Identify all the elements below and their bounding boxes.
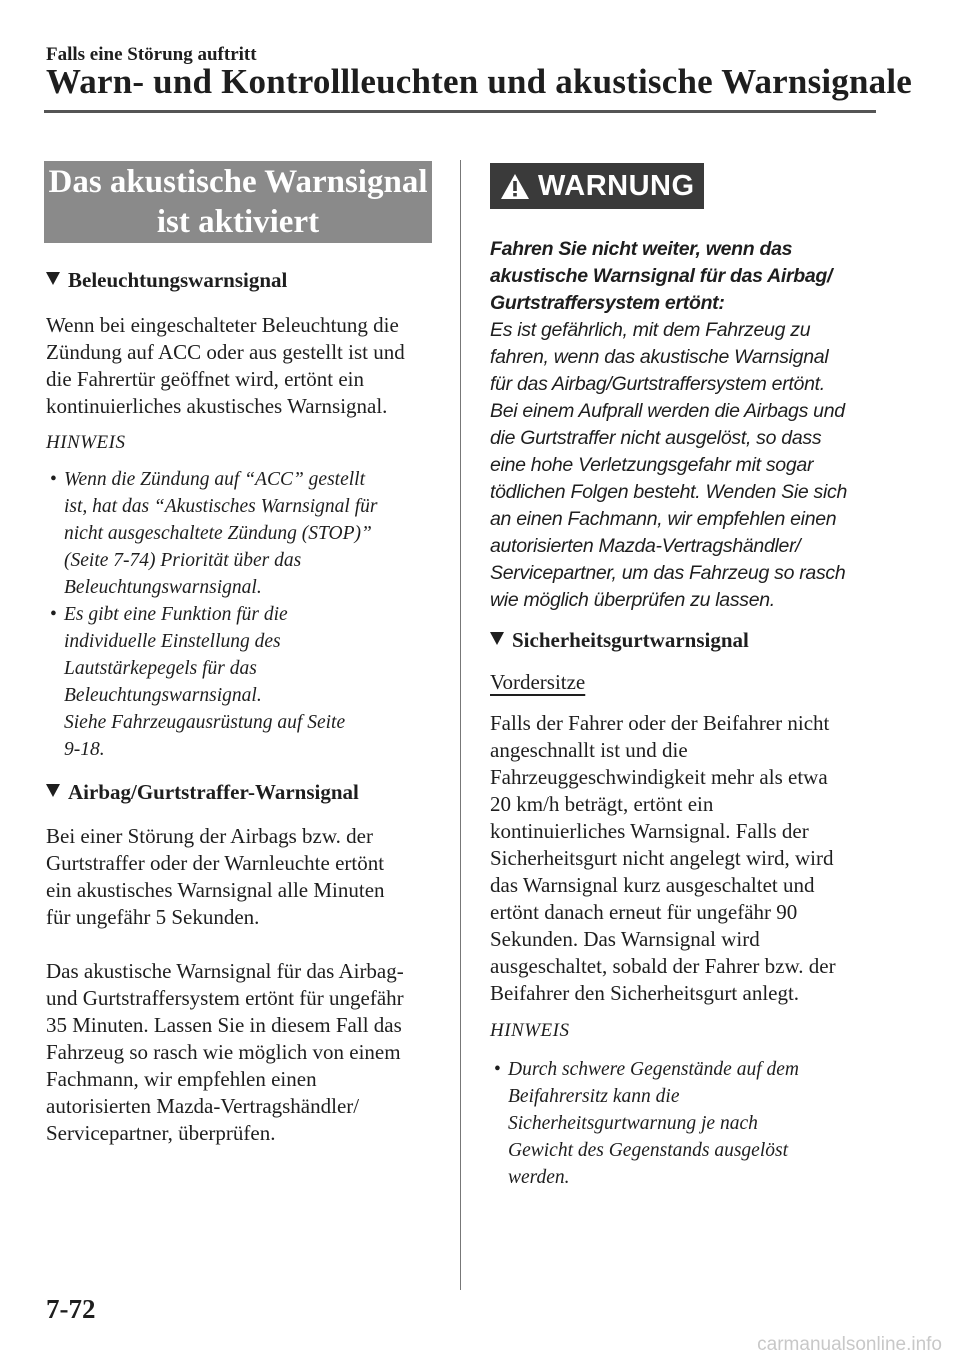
- paragraph: [46, 823, 446, 931]
- header-rule: [44, 110, 876, 113]
- text-line: kontinuierliches akustisches Warnsignal.: [46, 394, 388, 418]
- text-line: an einen Fachmann, wir empfehlen einen: [490, 508, 837, 530]
- heading-text: Airbag/Gurtstraffer-Warnsignal: [68, 780, 359, 804]
- warning-label: WARNUNG: [538, 169, 695, 202]
- text-line: Bei einem Aufprall werden die Airbags und: [490, 400, 845, 422]
- text-line: das Warnsignal kurz ausgeschaltet und: [490, 873, 815, 897]
- note-item: [490, 1056, 875, 1191]
- chapter-label: Falls eine Störung auftritt: [46, 44, 257, 65]
- text-line: Fachmann, wir empfehlen einen: [46, 1067, 317, 1091]
- heading-sicherheitsgurtwarnsignal: [490, 628, 749, 653]
- text-line: Durch schwere Gegenstände auf dem: [508, 1059, 799, 1080]
- text-line: autorisierten Mazda-Vertragshändler/: [46, 1094, 360, 1118]
- text-line: Siehe Fahrzeugausrüstung auf Seite: [64, 712, 346, 733]
- text-line: werden.: [508, 1167, 570, 1188]
- text-line: Fahren Sie nicht weiter, wenn das: [490, 238, 793, 260]
- text-line: Bei einer Störung der Airbags bzw. der: [46, 824, 373, 848]
- text-line: Servicepartner, überprüfen.: [46, 1121, 276, 1145]
- column-divider: [460, 160, 461, 1290]
- text-line: Fahrzeug so rasch wie möglich von einem: [46, 1040, 401, 1064]
- text-line: ausgeschaltet, sobald der Fahrer bzw. der: [490, 954, 836, 978]
- page-number: 7-72: [46, 1294, 96, 1324]
- text-line: Gurtstraffersystem ertönt:: [490, 292, 725, 314]
- text-line: Zündung auf ACC oder aus gestellt ist und: [46, 340, 405, 364]
- text-line: die Gurtstraffer nicht ausgelöst, so dass: [490, 427, 822, 449]
- bullet-icon: •: [50, 604, 57, 625]
- heading-airbag-warnsignal: [46, 780, 359, 805]
- note-list: [490, 1056, 875, 1191]
- section-banner: [44, 161, 432, 243]
- text-line: Gurtstraffer oder der Warnleuchte ertönt: [46, 851, 385, 875]
- watermark: carmanualsonline.info: [757, 1334, 942, 1355]
- text-line: Beleuchtungswarnsignal.: [64, 685, 262, 706]
- text-line: Wenn bei eingeschalteter Beleuchtung die: [46, 313, 399, 337]
- text-line: angeschnallt ist und die: [490, 738, 688, 762]
- text-line: Das akustische Warnsignal für das Airbag-: [46, 959, 404, 983]
- bullet-icon: •: [494, 1059, 501, 1080]
- section-banner-line1: Das akustische Warnsignal: [48, 164, 428, 200]
- text-line: Sicherheitsgurt nicht angelegt wird, wird: [490, 846, 834, 870]
- note-item: [46, 601, 438, 763]
- text-line: Fahrzeuggeschwindigkeit mehr als etwa: [490, 765, 828, 789]
- text-line: nicht ausgeschaltete Zündung (STOP)”: [64, 523, 372, 544]
- warning-badge: [490, 163, 704, 209]
- page-title: Warn- und Kontrollleuchten und akustische Warnsignale: [46, 62, 913, 101]
- heading-beleuchtungswarnsignal: [46, 268, 287, 293]
- text-line: Es gibt eine Funktion für die: [64, 604, 288, 625]
- triangle-marker-icon: [46, 272, 60, 285]
- text-line: Es ist gefährlich, mit dem Fahrzeug zu: [490, 319, 811, 341]
- text-line: akustische Warnsignal für das Airbag/: [490, 265, 833, 287]
- note-label: HINWEIS: [490, 1020, 570, 1041]
- note-list: [46, 466, 438, 763]
- text-line: die Fahrertür geöffnet wird, ertönt ein: [46, 367, 365, 391]
- text-line: Beifahrersitz kann die: [508, 1086, 680, 1107]
- paragraph: [46, 312, 446, 420]
- text-line: und Gurtstraffersystem ertönt für ungefähr: [46, 986, 404, 1010]
- text-line: Beifahrer den Sicherheitsgurt anlegt.: [490, 981, 800, 1005]
- paragraph: [46, 958, 446, 1147]
- bullet-icon: •: [50, 469, 57, 490]
- warning-triangle-icon: [500, 173, 530, 200]
- triangle-marker-icon: [46, 784, 60, 797]
- text-line: wie möglich überprüfen zu lassen.: [490, 589, 775, 611]
- text-line: (Seite 7-74) Priorität über das: [64, 550, 302, 571]
- note-item: [46, 466, 438, 601]
- section-banner-line2: ist aktiviert: [156, 204, 320, 240]
- text-line: für ungefähr 5 Sekunden.: [46, 905, 260, 929]
- text-line: Falls der Fahrer oder der Beifahrer nicht: [490, 711, 830, 735]
- text-line: 9-18.: [64, 739, 105, 760]
- note-label: HINWEIS: [46, 432, 126, 453]
- text-line: ein akustisches Warnsignal alle Minuten: [46, 878, 385, 902]
- text-line: autorisierten Mazda-Vertragshändler/: [490, 535, 801, 557]
- text-line: tödlichen Folgen besteht. Wenden Sie sich: [490, 481, 847, 503]
- text-line: für das Airbag/Gurtstraffersystem ertönt.: [490, 373, 825, 395]
- text-line: Lautstärkepegels für das: [64, 658, 257, 679]
- text-line: individuelle Einstellung des: [64, 631, 281, 652]
- text-line: eine hohe Verletzungsgefahr mit sogar: [490, 454, 814, 476]
- text-line: kontinuierliches Warnsignal. Falls der: [490, 819, 809, 843]
- text-line: ertönt danach erneut für ungefähr 90: [490, 900, 798, 924]
- triangle-marker-icon: [490, 632, 504, 645]
- warning-text: [490, 236, 875, 614]
- heading-text: Sicherheitsgurtwarnsignal: [512, 628, 749, 652]
- text-line: Servicepartner, um das Fahrzeug so rasch: [490, 562, 846, 584]
- subheading-vordersitze: Vordersitze: [490, 670, 586, 694]
- text-line: 35 Minuten. Lassen Sie in diesem Fall das: [46, 1013, 402, 1037]
- text-line: ist, hat das “Akustisches Warnsignal für: [64, 496, 378, 517]
- text-line: Sicherheitsgurtwarnung je nach: [508, 1113, 758, 1134]
- text-line: 20 km/h beträgt, ertönt ein: [490, 792, 714, 816]
- paragraph: [490, 710, 875, 1007]
- text-line: Beleuchtungswarnsignal.: [64, 577, 262, 598]
- text-line: Sekunden. Das Warnsignal wird: [490, 927, 760, 951]
- text-line: Gewicht des Gegenstands ausgelöst: [508, 1140, 789, 1161]
- text-line: Wenn die Zündung auf “ACC” gestellt: [64, 469, 366, 490]
- text-line: fahren, wenn das akustische Warnsignal: [490, 346, 829, 368]
- heading-text: Beleuchtungswarnsignal: [68, 268, 288, 292]
